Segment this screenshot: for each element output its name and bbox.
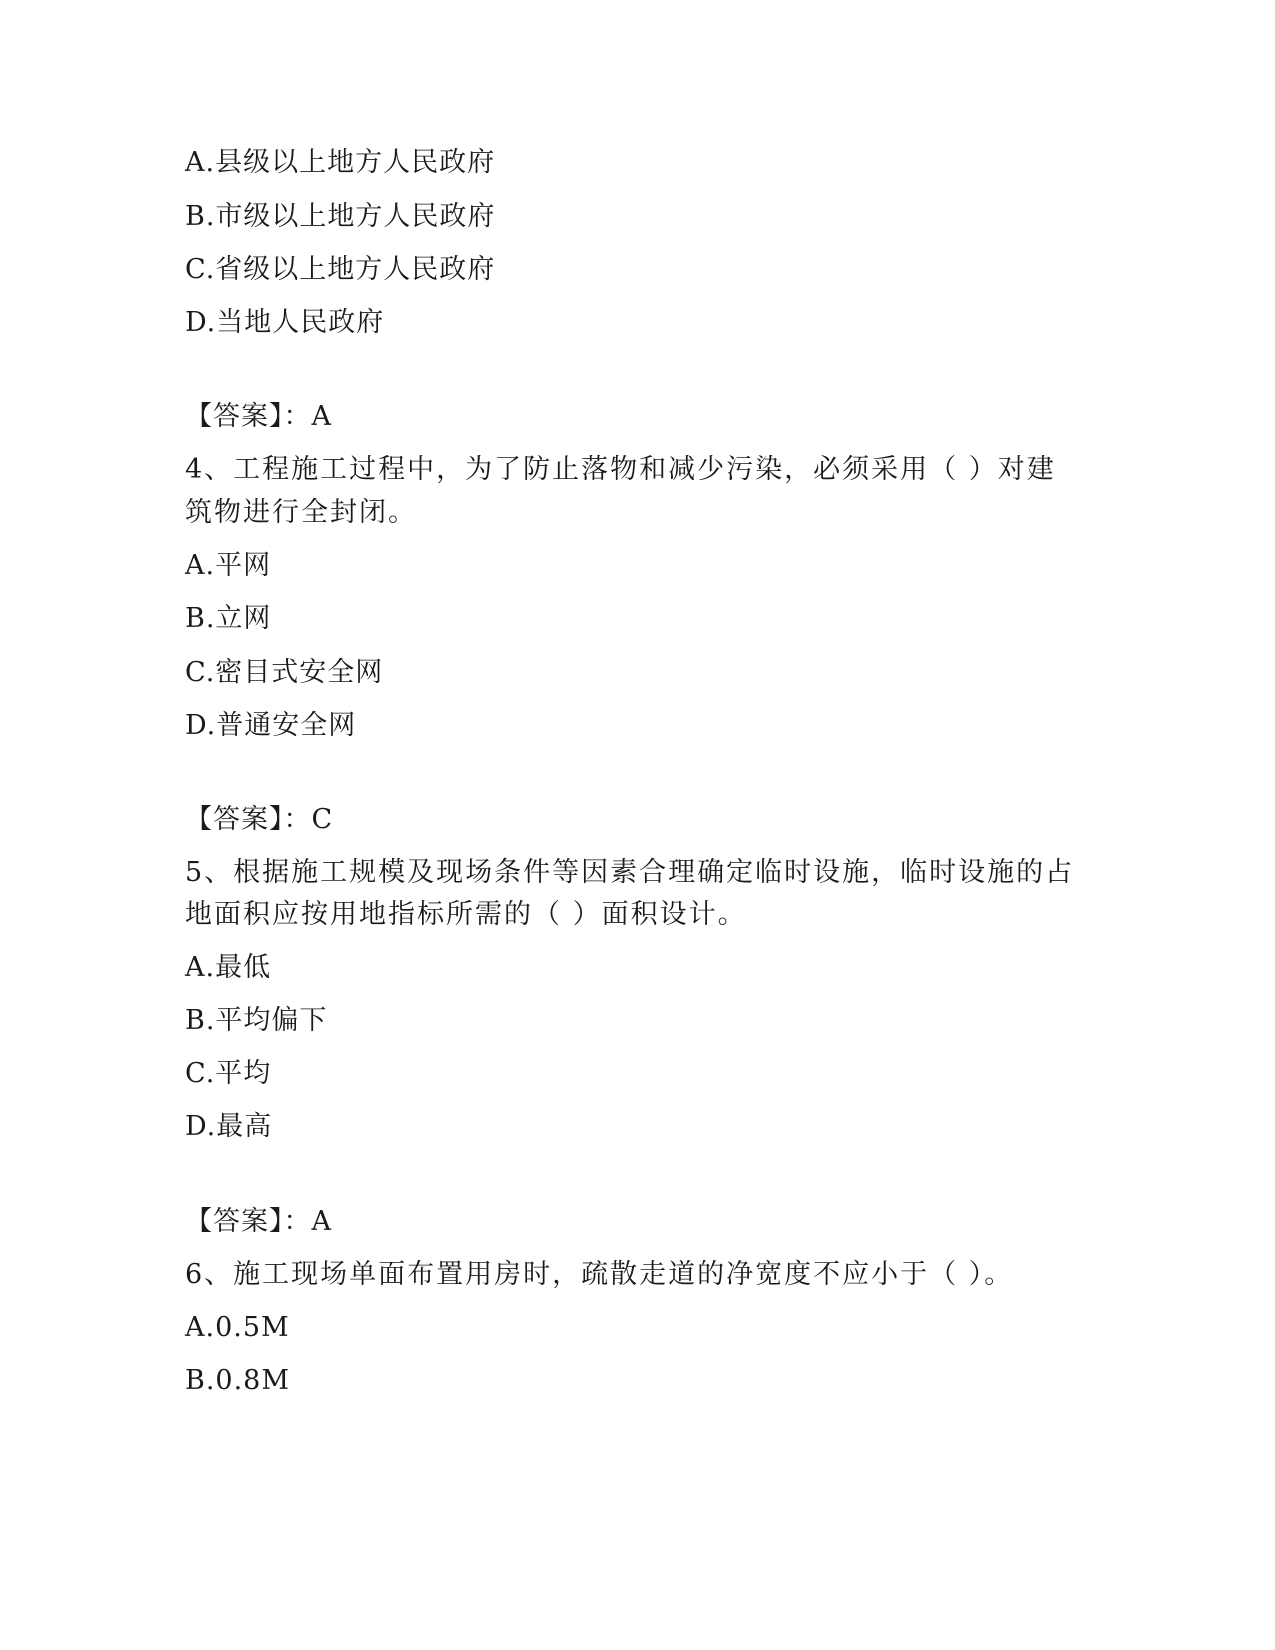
q5-option-d: D.最高 <box>185 1111 273 1142</box>
q3-option-b: B.市级以上地方人民政府 <box>185 201 496 232</box>
q6-option-a: A.0.5M <box>185 1312 290 1343</box>
q4-option-c: C.密目式安全网 <box>185 657 384 688</box>
q5-option-c: C.平均 <box>185 1058 272 1089</box>
q3-option-d: D.当地人民政府 <box>185 307 385 338</box>
q5-option-a: A.最低 <box>185 952 272 983</box>
q5-answer: 【答案】：A <box>185 1206 332 1237</box>
q6-option-b: B.0.8M <box>185 1365 291 1396</box>
q4-option-b: B.立网 <box>185 603 272 634</box>
q5-stem-line1: 5、根据施工规模及现场条件等因素合理确定临时设施，临时设施的占 <box>185 857 1075 888</box>
q3-answer: 【答案】：A <box>185 401 332 432</box>
q5-option-b: B.平均偏下 <box>185 1005 328 1036</box>
q4-option-a: A.平网 <box>185 550 272 581</box>
q4-stem-line1: 4、工程施工过程中，为了防止落物和减少污染，必须采用（ ）对建 <box>185 454 1056 485</box>
q4-option-d: D.普通安全网 <box>185 710 357 741</box>
q4-stem-line2: 筑物进行全封闭。 <box>185 497 417 528</box>
q5-stem-line2: 地面积应按用地指标所需的（ ）面积设计。 <box>185 899 747 930</box>
q3-option-c: C.省级以上地方人民政府 <box>185 254 496 285</box>
q4-answer: 【答案】：C <box>185 804 334 835</box>
q3-option-a: A.县级以上地方人民政府 <box>185 147 496 178</box>
q6-stem-line1: 6、施工现场单面布置用房时，疏散走道的净宽度不应小于（ ）。 <box>185 1259 1014 1290</box>
